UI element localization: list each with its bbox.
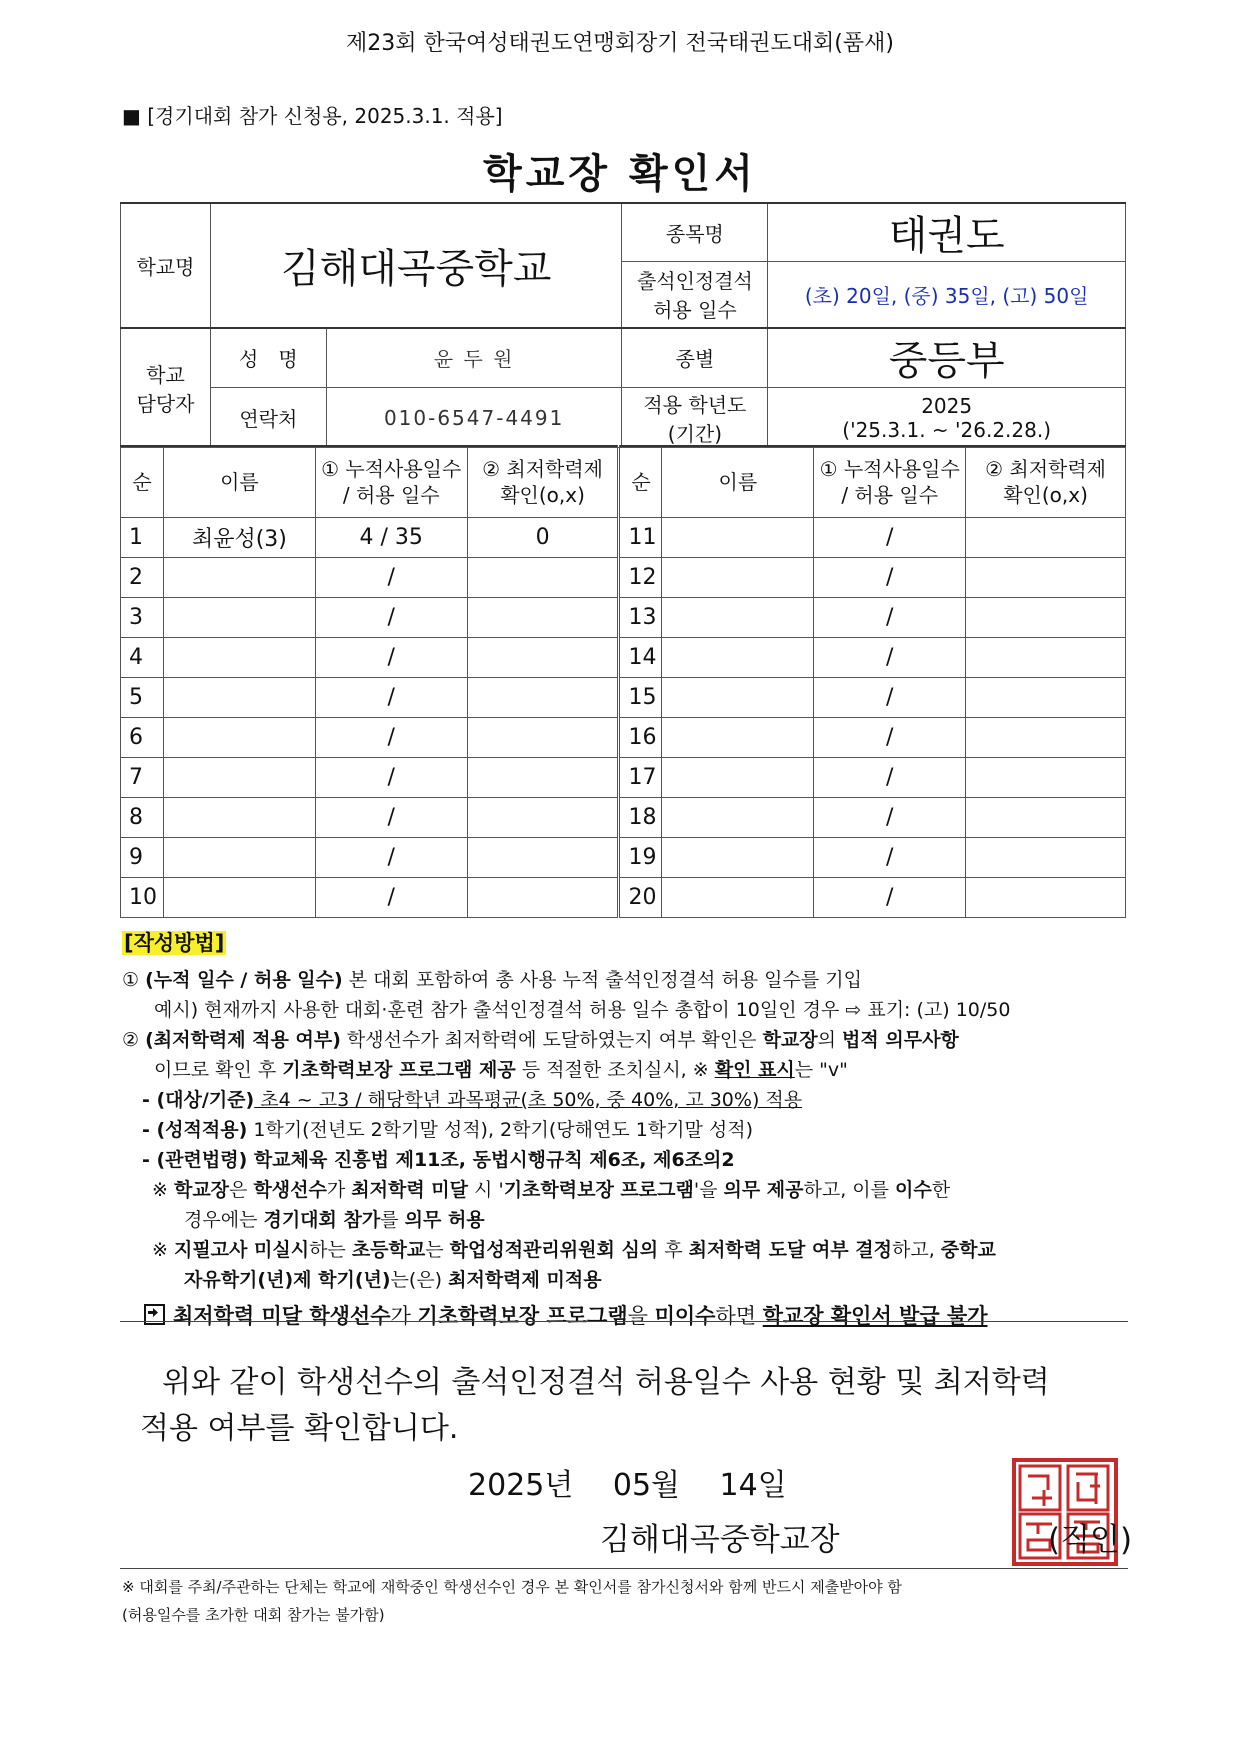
division-label: 종별 <box>622 328 768 388</box>
roster-right-no-cell: 17 <box>619 758 662 798</box>
roster-left-no-cell: 8 <box>121 798 164 838</box>
guide-l8-t4: '을 <box>693 1179 724 1201</box>
final-t1: 가 <box>390 1304 418 1328</box>
guide-l9-b1: 경기대회 참가 <box>263 1209 381 1231</box>
guide-l11-b1: 자유학기(년)제 학기(년) <box>184 1269 391 1291</box>
guide-l10-b5: 중학교 <box>940 1239 996 1261</box>
guide-l8-b6: 이수 <box>895 1179 932 1201</box>
roster-right-no-cell: 14 <box>619 638 662 678</box>
roster-right-name-cell <box>662 558 814 598</box>
roster-right-name-cell <box>662 678 814 718</box>
guide-l8-b5: 의무 제공 <box>723 1179 804 1201</box>
roster-right-check-cell <box>966 638 1126 678</box>
seal-label: (직인) <box>1048 1522 1133 1558</box>
roster-left-check-cell <box>467 878 619 918</box>
guide-l8-t1: 은 <box>229 1179 254 1201</box>
guide-l9-t1: 경우에는 <box>184 1209 264 1231</box>
guide-l11-t1: 는(은) <box>390 1269 449 1291</box>
guide-num-2: ② <box>122 1029 140 1051</box>
signer-name: 김해대곡중학교장 <box>600 1522 840 1558</box>
guide-l10-b4: 최저학력 도달 여부 결정 <box>688 1239 892 1261</box>
school-name: 김해대곡중학교 <box>210 203 622 328</box>
roster-right-days-cell: / <box>814 598 966 638</box>
guide-l10-b3: 학업성적관리위원회 심의 <box>449 1239 659 1261</box>
table-row <box>121 598 1126 638</box>
roster-right-check-cell <box>966 678 1126 718</box>
roster-right-check-cell <box>966 758 1126 798</box>
roster-left-name-cell <box>163 558 315 598</box>
header-days-right-line2: / 허용 일수 <box>841 483 939 507</box>
roster-left-no-cell: 1 <box>121 518 164 558</box>
table-row <box>121 518 1126 558</box>
roster-left-days-cell: / <box>315 638 467 678</box>
roster-right-no-cell: 18 <box>619 798 662 838</box>
guide-num-1: ① <box>122 969 140 991</box>
roster-left-no-cell: 5 <box>121 678 164 718</box>
roster-right-name-cell <box>662 878 814 918</box>
footer-note-1: ※ 대회를 주최/주관하는 단체는 학교에 재학중인 학생선수인 경우 본 확인서를 참가신청서와 함께 반드시 제출받아야 함 <box>122 1578 902 1596</box>
roster-left-name-cell <box>163 638 315 678</box>
roster-right-name-cell <box>662 798 814 838</box>
roster-left-check-cell <box>467 758 619 798</box>
issue-date: 2025년 05월 14일 <box>468 1468 787 1503</box>
guide-label: [작성방법] <box>124 931 225 955</box>
roster-right-days-cell: / <box>814 838 966 878</box>
guide-l8-t2: 가 <box>326 1179 352 1201</box>
sport-value: 태권도 <box>768 203 1126 262</box>
table-row <box>121 558 1126 598</box>
roster-right-check-cell <box>966 718 1126 758</box>
staff-label-line2: 담당자 <box>136 391 195 416</box>
guide-l3-bold: (최저학력제 적용 여부) <box>145 1029 341 1051</box>
final-t2: 을 <box>627 1304 655 1328</box>
roster-left-days-cell: / <box>315 758 467 798</box>
roster-right-check-cell <box>966 518 1126 558</box>
roster-left-no-cell: 2 <box>121 558 164 598</box>
roster-left-check-cell <box>467 718 619 758</box>
header-name: 이름 <box>163 446 315 518</box>
absence-label <box>622 262 768 328</box>
footer-divider <box>120 1568 1128 1569</box>
header-no-right: 순 <box>619 446 662 518</box>
roster-right-no-cell: 11 <box>619 518 662 558</box>
roster-right-no-cell: 15 <box>619 678 662 718</box>
roster-right-check-cell <box>966 878 1126 918</box>
roster-table <box>120 445 1126 918</box>
roster-left-name-cell <box>163 758 315 798</box>
roster-left-days-cell: / <box>315 558 467 598</box>
roster-left-no-cell: 3 <box>121 598 164 638</box>
roster-left-name-cell <box>163 878 315 918</box>
guide-l4-text: 이므로 확인 후 <box>154 1059 283 1081</box>
roster-right-no-cell: 16 <box>619 718 662 758</box>
roster-left-check-cell <box>467 678 619 718</box>
final-b3: 미이수 <box>654 1304 716 1328</box>
guide-l1-text: 본 대회 포함하여 총 사용 누적 출석인정결석 허용 일수를 기입 <box>342 969 862 991</box>
guide-l7: - (관련법령) 학교체육 진흥법 제11조, 동법시행규칙 제6조, 제6조의2 <box>142 1149 735 1171</box>
year-value: 2025 <box>921 393 973 418</box>
guide-l8-t3: 시 ' <box>468 1179 504 1201</box>
roster-right-days-cell: / <box>814 798 966 838</box>
roster-left-no-cell: 4 <box>121 638 164 678</box>
roster-right-name-cell <box>662 638 814 678</box>
staff-name: 윤 두 원 <box>326 328 622 388</box>
guide-l8-mark: ※ <box>152 1179 174 1201</box>
roster-left-days-cell: 4 / 35 <box>315 518 467 558</box>
roster-left-check-cell: 0 <box>467 518 619 558</box>
roster-right-no-cell: 20 <box>619 878 662 918</box>
year-label <box>622 388 768 448</box>
roster-right-no-cell: 12 <box>619 558 662 598</box>
guide-l3-b3: 법적 의무사항 <box>842 1029 959 1051</box>
divider <box>120 1321 1128 1322</box>
roster-left-days-cell: / <box>315 878 467 918</box>
roster-left-days-cell: / <box>315 598 467 638</box>
guide-l8-b4: 기초학력보장 프로그램 <box>503 1179 694 1201</box>
roster-left-name-cell <box>163 598 315 638</box>
roster-left-days-cell: / <box>315 838 467 878</box>
guide-l8-b3: 최저학력 미달 <box>351 1179 469 1201</box>
guide-l6-bold: - (성적적용) <box>142 1119 248 1141</box>
guide-l5-text: 초4 ~ 고3 / 해당학년 과목평균(초 50%, 중 40%, 고 30%) 적용 <box>254 1089 803 1111</box>
roster-right-check-cell <box>966 838 1126 878</box>
roster-right-days-cell: / <box>814 878 966 918</box>
roster-right-days-cell: / <box>814 638 966 678</box>
roster-left-no-cell: 9 <box>121 838 164 878</box>
table-row <box>121 638 1126 678</box>
table-row <box>121 798 1126 838</box>
roster-left-check-cell <box>467 838 619 878</box>
guide-l3-t2: 의 <box>817 1029 843 1051</box>
confirm-line2: 적용 여부를 확인합니다. <box>140 1411 459 1446</box>
school-label: 학교명 <box>121 203 211 328</box>
header-check <box>467 446 619 518</box>
roster-right-days-cell: / <box>814 678 966 718</box>
header-check-right-line1: ② 최저학력제 <box>985 457 1106 481</box>
final-b1: 최저학력 미달 학생선수 <box>173 1304 391 1328</box>
roster-right-days-cell: / <box>814 718 966 758</box>
roster-right-days-cell: / <box>814 558 966 598</box>
roster-right-days-cell: / <box>814 518 966 558</box>
guide-l10-b1: 지필고사 미실시 <box>173 1239 310 1261</box>
roster-right-name-cell <box>662 598 814 638</box>
roster-left-days-cell: / <box>315 798 467 838</box>
table-row <box>121 678 1126 718</box>
table-row <box>121 758 1126 798</box>
footer-note-2: (허용일수를 초가한 대회 참가는 불가함) <box>122 1606 385 1624</box>
writing-guide <box>122 928 1132 1331</box>
roster-right-no-cell: 13 <box>619 598 662 638</box>
guide-l9-t2: 를 <box>380 1209 405 1231</box>
guide-l11-b2: 최저학력제 미적용 <box>448 1269 602 1291</box>
roster-right-name-cell <box>662 758 814 798</box>
absence-label-line2: 허용 일수 <box>653 298 737 323</box>
roster-left-days-cell: / <box>315 718 467 758</box>
info-table <box>120 202 1126 448</box>
table-row <box>121 838 1126 878</box>
guide-l10-t4: 하고, <box>891 1239 941 1261</box>
roster-left-check-cell <box>467 558 619 598</box>
table-row <box>121 878 1126 918</box>
final-b2: 기초학력보장 프로그램 <box>417 1304 628 1328</box>
roster-right-check-cell <box>966 798 1126 838</box>
absence-label-line1: 출석인정결석 <box>636 269 753 294</box>
staff-label-line1: 학교 <box>146 362 185 387</box>
header-check-right-line2: 확인(o,x) <box>1003 483 1088 507</box>
guide-l3-text: 학생선수가 최저학력에 도달하였는지 여부 확인은 <box>340 1029 763 1051</box>
guide-l8-t6: 한 <box>931 1179 951 1201</box>
guide-l6-text: 1학기(전년도 2학기말 성적), 2학기(당해연도 1학기말 성적) <box>247 1119 754 1141</box>
guide-l4-b2: 확인 표시 <box>714 1059 795 1081</box>
roster-left-days-cell: / <box>315 678 467 718</box>
final-t3: 하면 <box>715 1304 763 1328</box>
guide-l10-t2: 는 <box>425 1239 450 1261</box>
form-note: ■ [경기대회 참가 신청용, 2025.3.1. 적용] <box>122 104 503 128</box>
guide-l4-t2: 등 적절한 조치실시, ※ <box>515 1059 715 1081</box>
guide-l10-mark: ※ <box>152 1239 174 1261</box>
roster-left-no-cell: 6 <box>121 718 164 758</box>
contact-label: 연락처 <box>210 388 326 448</box>
guide-l10-b2: 초등학교 <box>351 1239 426 1261</box>
roster-left-name-cell <box>163 838 315 878</box>
guide-l10-t1: 하는 <box>309 1239 352 1261</box>
roster-header-row <box>121 446 1126 518</box>
year-label-line1: 적용 학년도 <box>643 392 747 417</box>
year-label-line2: (기간) <box>667 421 723 446</box>
header-days <box>315 446 467 518</box>
guide-l4-b1: 기초학력보장 프로그램 제공 <box>282 1059 516 1081</box>
name-label: 성 명 <box>210 328 326 388</box>
event-title: 제23회 한국여성태권도연맹회장기 전국태권도대회(품새) <box>346 31 894 56</box>
table-row <box>121 718 1126 758</box>
roster-right-name-cell <box>662 518 814 558</box>
roster-right-name-cell <box>662 838 814 878</box>
contact-value: 010-6547-4491 <box>326 388 622 448</box>
division-value: 중등부 <box>768 328 1126 388</box>
guide-l9-b2: 의무 허용 <box>404 1209 485 1231</box>
guide-l1-bold: (누적 일수 / 허용 일수) <box>145 969 343 991</box>
roster-left-no-cell: 10 <box>121 878 164 918</box>
header-check-right <box>966 446 1126 518</box>
roster-left-check-cell <box>467 638 619 678</box>
roster-right-check-cell <box>966 598 1126 638</box>
final-b4: 학교장 확인서 발급 불가 <box>762 1304 988 1328</box>
roster-left-no-cell: 7 <box>121 758 164 798</box>
confirm-line1: 위와 같이 학생선수의 출석인정결석 허용일수 사용 현황 및 최저학력 <box>162 1365 1050 1400</box>
roster-right-name-cell <box>662 718 814 758</box>
header-days-line1: ① 누적사용일수 <box>321 457 462 481</box>
roster-left-check-cell <box>467 598 619 638</box>
roster-left-name-cell <box>163 678 315 718</box>
roster-left-name-cell <box>163 798 315 838</box>
guide-l8-b2: 학생선수 <box>253 1179 327 1201</box>
guide-l2: 예시) 현재까지 사용한 대회·훈련 참가 출석인정결석 허용 일수 총합이 10일인 경우 ⇨ 표기: (고) 10/50 <box>154 999 1011 1021</box>
roster-right-days-cell: / <box>814 758 966 798</box>
guide-l4-t3: 는 "v" <box>794 1059 848 1081</box>
guide-l8-t5: 하고, 이를 <box>803 1179 896 1201</box>
header-days-line2: / 허용 일수 <box>342 483 440 507</box>
guide-l3-b2: 학교장 <box>762 1029 818 1051</box>
header-no: 순 <box>121 446 164 518</box>
guide-l5-bold: - (대상/기준) <box>142 1089 255 1111</box>
header-check-line2: 확인(o,x) <box>500 483 585 507</box>
roster-left-check-cell <box>467 798 619 838</box>
absence-value: (초) 20일, (중) 35일, (고) 50일 <box>768 262 1126 328</box>
sport-label: 종목명 <box>622 203 768 262</box>
document-title: 학교장 확인서 <box>483 151 757 197</box>
guide-l10-t3: 후 <box>658 1239 689 1261</box>
confirmation-statement <box>140 1360 1140 1452</box>
roster-right-check-cell <box>966 558 1126 598</box>
period-value: ('25.3.1. ~ '26.2.28.) <box>842 417 1052 442</box>
header-name-right: 이름 <box>662 446 814 518</box>
header-days-right-line1: ① 누적사용일수 <box>819 457 960 481</box>
header-check-line1: ② 최저학력제 <box>482 457 603 481</box>
guide-l8-b1: 학교장 <box>173 1179 230 1201</box>
staff-label <box>121 328 211 448</box>
header-days-right <box>814 446 966 518</box>
roster-left-name-cell <box>163 718 315 758</box>
roster-right-no-cell: 19 <box>619 838 662 878</box>
roster-left-name-cell: 최윤성(3) <box>163 518 315 558</box>
year-cell <box>768 388 1126 448</box>
